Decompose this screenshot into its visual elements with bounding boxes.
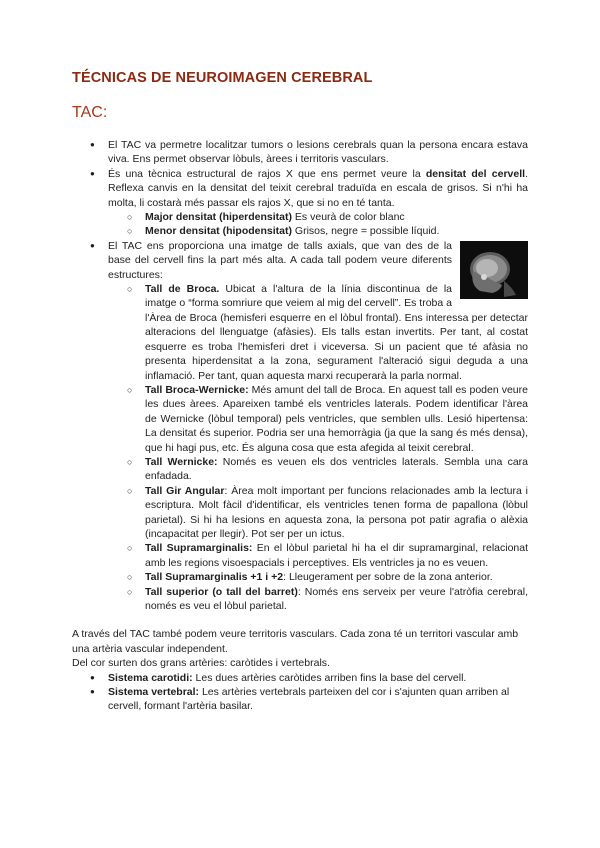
sub-bullet-bold: Tall Gir Angular	[145, 484, 225, 497]
bullet-bold: densitat del cervell	[425, 167, 526, 180]
bullet-item	[108, 138, 528, 167]
sub-bullet-bold: Menor densitat (hipodensitat)	[145, 225, 292, 238]
sub-bullet-item	[145, 484, 528, 542]
sub-bullet-text: : Només ens serveix per veure l'atròfia cerebral, només es veu el lòbul parietal.	[145, 585, 528, 612]
sub-bullet-item	[145, 383, 528, 455]
bullet-text: Les dues artèries caròtides arriben fins la base del cervell.	[192, 671, 467, 684]
sub-bullet-item	[145, 224, 528, 238]
paragraph: A través del TAC també podem veure territoris vasculars. Cada zona té un territori vascular amb una artèria vascular independent.	[72, 628, 519, 655]
page-title: TÉCNICAS DE NEUROIMAGEN CEREBRAL	[72, 70, 373, 86]
sub-bullet-item	[145, 570, 528, 584]
bullet-item	[108, 239, 528, 282]
sub-bullet-item	[145, 210, 528, 224]
sub-bullet-text: Grisos, negre = possible líquid.	[292, 225, 440, 238]
bullet-text: . Reflexa canvis en la densitat del teixit cerebral traduïda en escala de grisos. Si n'hi ha molta, li costarà més passar els rajos X, que si no en té tanta.	[108, 167, 528, 209]
sub-bullet-text: Es veurà de color blanc	[292, 211, 405, 224]
document-body	[0, 138, 600, 714]
bullet-item	[108, 685, 528, 714]
sub-bullet-bold: Tall Broca-Wernicke:	[145, 383, 249, 396]
sub-bullet-bold: Tall Wernicke:	[145, 455, 218, 468]
sub-bullet-item	[145, 541, 528, 570]
sub-bullet-bold: Major densitat (hiperdensitat)	[145, 211, 293, 224]
sub-bullet-text: Només es veuen els dos ventricles laterals. Sembla una cara enfadada.	[145, 455, 529, 483]
sub-bullet-text: En el lòbul parietal hi ha el dir supramarginal, relacionat amb les regions visoespacials i perceptives. Els ventricles ja no es veuen.	[145, 542, 529, 569]
bullet-text: És una tècnica estructural de rajos X que ens permet veure la	[108, 167, 426, 180]
sub-bullet-bold: Tall Supramarginalis:	[145, 542, 253, 555]
sub-bullet-text: : Àrea molt important per funcions relacionades amb la lectura i escriptura. Molt fàcil d'identificar, els ventricles tenen forma de papallona (lòbul parietal). Si hi ha lesions en aquesta zona, la persona pot patir agrafia o alèxia (incapacitat per llegir). Pot ser per un ictus.	[145, 484, 528, 540]
bullet-item	[108, 671, 528, 685]
spacer	[0, 613, 600, 627]
sub-bullet-item	[145, 282, 528, 383]
sub-bullet-text: Ubicat a l'altura de la línia discontinua de la imatge o “forma somriure que veiem al mig del cervell”. Es troba a l'Àrea de Broca (hemisferi esquerre en el lòbul frontal). Ens interessa per detectar alteracions del llenguatge (afàsies). Els talls estan invertits. Per tant, al costat esquerre es troba l'hemisferi dret i viceversa. Si un pacient que té afàsia no presenta hiperdensitat a la zona, segurament l'alteració sigui deguda a una inflamació. Per tant, quan aquesta marxi recuperarà la parla normal.	[145, 283, 528, 382]
sub-bullet-item	[145, 585, 528, 614]
sub-bullet-text: : Lleugerament per sobre de la zona anterior.	[283, 571, 493, 584]
bullet-item	[108, 167, 528, 210]
sub-bullet-text: Més amunt del tall de Broca. En aquest tall es poden veure les dues àrees. Apareixen també els ventricles laterals. Podem identificar l'àrea de Wernicke (lòbul temporal) pels ventricles, que semblen ulls. Lesió hipertensa: La densitat és superior. Podria ser una hemorràgia (ja que la sang és més densa), que hi hagi pus, etc. És alguna cosa que esta afegida al teixit cerebral.	[145, 383, 528, 454]
bullet-bold: Sistema carotidi:	[108, 671, 193, 684]
sub-bullet-bold: Tall de Broca.	[145, 283, 220, 296]
paragraph: Del cor surten dos grans artèries: caròtides i vertebrals.	[72, 657, 330, 670]
bullet-text: El TAC va permetre localitzar tumors o lesions cerebrals quan la persona encara estava viva. Ens permet observar lòbuls, àrees i territoris vasculars.	[108, 139, 528, 166]
section-heading: TAC:	[72, 104, 108, 121]
bullet-text: El TAC ens proporciona una imatge de talls axials, que van des de la base del cervell fins la part més alta. A cada tall podem veure diferents estructures:	[108, 239, 452, 281]
sub-bullet-bold: Tall Supramarginalis +1 i +2	[145, 571, 284, 584]
sub-bullet-bold: Tall superior (o tall del barret)	[145, 585, 298, 598]
bullet-text: Les artèries vertebrals parteixen del cor i s'ajunten quan arriben al cervell, formant l'artèria basilar.	[108, 686, 510, 713]
bullet-bold: Sistema vertebral:	[108, 686, 200, 699]
sub-bullet-item	[145, 455, 528, 484]
